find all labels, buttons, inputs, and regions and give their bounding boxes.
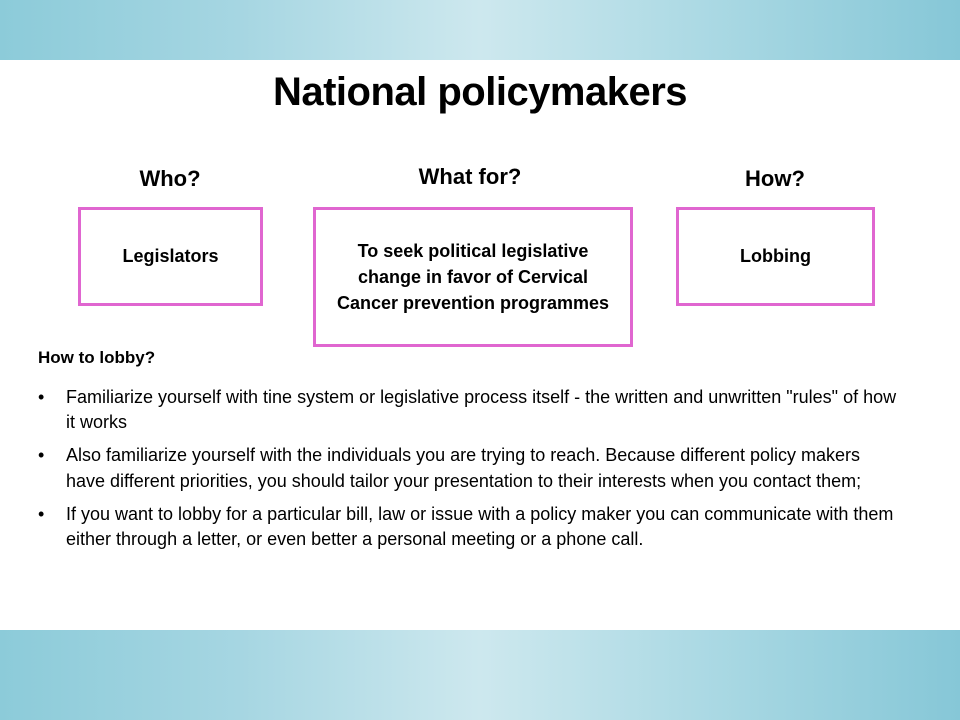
who-box	[78, 207, 263, 306]
list-item	[38, 385, 898, 435]
list-item	[38, 502, 898, 552]
top-decorative-band	[0, 0, 960, 60]
how-to-lobby-heading: How to lobby?	[38, 348, 156, 367]
what-for-box	[313, 207, 633, 347]
what-for-box-text: To seek political legislative change in favor of Cervical Cancer prevention programmes	[336, 240, 610, 314]
who-heading: Who?	[139, 166, 201, 191]
bullet-icon: •	[38, 445, 45, 466]
list-item	[38, 443, 898, 493]
bottom-decorative-band	[0, 630, 960, 720]
who-box-text: Legislators	[122, 246, 219, 267]
how-box-text: Lobbing	[740, 246, 811, 267]
how-box	[676, 207, 875, 306]
bullet-text: Also familiarize yourself with the individuals you are trying to reach. Because different policy makers have different priorities, you should tailor your presentation to their interests when you contact them;	[66, 445, 862, 491]
bullet-text: Familiarize yourself with tine system or legislative process itself - the written and unwritten "rules" of how it works	[66, 387, 897, 433]
what-for-heading: What for?	[418, 164, 522, 189]
bullet-text: If you want to lobby for a particular bill, law or issue with a policy maker you can communicate with them either through a letter, or even better a personal meeting or a phone call.	[66, 503, 894, 549]
how-heading: How?	[745, 166, 805, 191]
bullet-list	[38, 385, 898, 560]
bullet-icon: •	[38, 503, 45, 524]
bullet-icon: •	[38, 387, 45, 407]
slide-title: National policymakers	[272, 70, 688, 114]
